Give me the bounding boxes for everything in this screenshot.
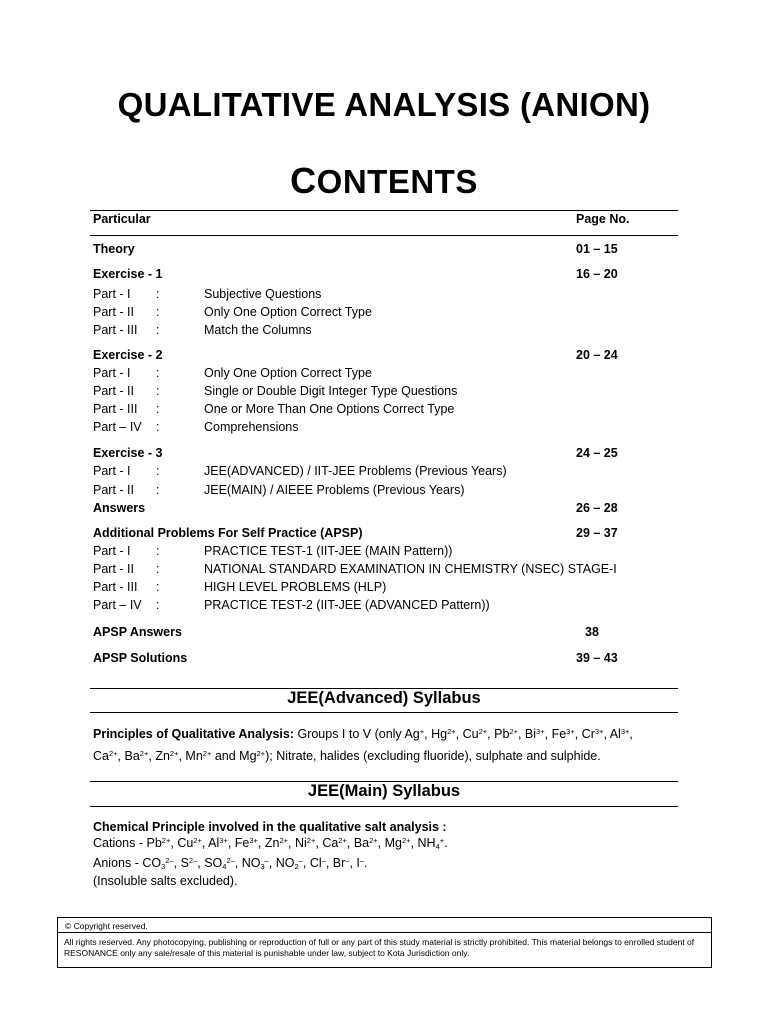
toc-row (93, 651, 678, 668)
toc-colon: : (156, 305, 160, 319)
ion-charge: – (359, 856, 365, 865)
toc-particular: APSP Solutions (93, 651, 188, 665)
ion-symbol: Pb (146, 836, 162, 850)
contents-initial: C (290, 160, 317, 201)
ion-symbol: Br (332, 856, 346, 870)
ion-charge: 3+ (536, 727, 545, 736)
ion-charge: 3+ (566, 727, 575, 736)
ion-charge: 2+ (478, 727, 488, 736)
ion-charge: – (298, 856, 303, 865)
ion-charge: 3+ (620, 727, 630, 736)
ion-symbol: Mn (185, 749, 203, 763)
toc-particular: Exercise - 3 (93, 446, 163, 460)
ion-symbol: Pb (494, 727, 510, 741)
toc-row (93, 446, 678, 463)
toc-particular: Exercise - 2 (93, 348, 163, 362)
toc-particular: Exercise - 1 (93, 267, 163, 281)
ion-charge: 2– (226, 856, 235, 865)
advanced-lead: Principles of Qualitative Analysis: (93, 727, 294, 741)
toc-row (93, 402, 678, 419)
toc-description: JEE(ADVANCED) / IIT-JEE Problems (Previous Years) (204, 464, 507, 478)
ion-charge: 3+ (249, 836, 258, 845)
toc-row (93, 464, 678, 481)
toc-particular: APSP Answers (93, 625, 182, 639)
ion-charge: 3+ (594, 727, 604, 736)
toc-particular: Part - I (93, 287, 131, 301)
ion-charge: – (345, 856, 350, 865)
footer-box (57, 917, 712, 968)
toc-row (93, 323, 678, 340)
toc-description: NATIONAL STANDARD EXAMINATION IN CHEMISTRY (NSEC) STAGE-I (204, 562, 617, 576)
ion-subscript: 4 (222, 862, 227, 871)
toc-particular: Answers (93, 501, 146, 515)
ion-charge: 2– (165, 856, 174, 865)
ion-subscript: 2 (294, 862, 299, 871)
toc-description: Only One Option Correct Type (204, 366, 372, 380)
toc-particular: Part - I (93, 544, 131, 558)
toc-description: HIGH LEVEL PROBLEMS (HLP) (204, 580, 387, 594)
cations-label: Cations - (93, 836, 147, 850)
advanced-text-start: Groups I to V (only Ag (294, 727, 420, 741)
ion-symbol: Zn (264, 836, 280, 850)
ion-symbol: Hg (431, 727, 448, 741)
ion-symbol: Cr (581, 727, 595, 741)
toc-row (93, 501, 678, 518)
toc-particular: Part - II (93, 562, 134, 576)
advanced-text-end: ); Nitrate, halides (excluding fluoride), sulphate and sulphide. (265, 749, 601, 763)
ion-symbol: Ni (294, 836, 307, 850)
ion-symbol: Ca (93, 749, 109, 763)
toc-page-number: 01 – 15 (576, 242, 618, 256)
contents-rest: ONTENTS (316, 163, 478, 200)
ion-symbol: SO (204, 856, 223, 870)
toc-description: One or More Than One Options Correct Type (204, 402, 455, 416)
advanced-syllabus-text: Principles of Qualitative Analysis: Groups I to V (only Ag+, $Hg^{2+}$, $Cu^{2+}$, $Pb^{2+}$, $Bi^{3+}$, $Fe^{3+}$, $Cr^{3+}$, $Al^{3+}$, $Ca^{2+}$, $Ba^{2+}$, $Zn^{2+}$, $Mn^{2+}$ and $Mg^{2+}$); Nitrate, halides (excluding fluoride), sulphate and sulphide. (93, 727, 633, 763)
toc-particular: Part - II (93, 384, 134, 398)
toc-row (93, 625, 678, 642)
toc-description: Comprehensions (204, 420, 299, 434)
toc-top-rule (90, 210, 678, 211)
toc-row (93, 562, 678, 579)
ion-charge: 2+ (161, 836, 171, 845)
ion-subscript: 3 (260, 862, 265, 871)
toc-colon: : (156, 598, 160, 612)
toc-particular: Part – IV (93, 598, 142, 612)
toc-page-number: 29 – 37 (576, 526, 618, 540)
ion-symbol: Zn (155, 749, 170, 763)
ion-charge: 2+ (306, 836, 316, 845)
ion-symbol: Fe (551, 727, 567, 741)
toc-description: Single or Double Digit Integer Type Questions (204, 384, 458, 398)
toc-colon: : (156, 384, 160, 398)
ion-charge: 2– (188, 856, 198, 865)
toc-page-number: 26 – 28 (576, 501, 618, 515)
ion-symbol: I (356, 856, 360, 870)
ion-charge: 3+ (219, 836, 228, 845)
toc-row (93, 598, 678, 615)
toc-row (93, 483, 678, 500)
ion-symbol: NO (241, 856, 261, 870)
toc-particular: Part – IV (93, 420, 142, 434)
ion-symbol: Bi (524, 727, 537, 741)
toc-description: PRACTICE TEST-2 (IIT-JEE (ADVANCED Pattern)) (204, 598, 490, 612)
ion-symbol: Mg (239, 749, 257, 763)
ion-charge: + (419, 727, 425, 736)
main-bottom-rule (90, 806, 678, 807)
ion-symbol: Ba (124, 749, 140, 763)
toc-row (93, 242, 678, 259)
toc-row (93, 305, 678, 322)
ion-symbol: Cu (462, 727, 479, 741)
toc-description: Subjective Questions (204, 287, 322, 301)
toc-colon: : (156, 483, 160, 497)
main-syllabus-heading: JEE(Main) Syllabus (307, 782, 461, 800)
toc-colon: : (156, 464, 160, 478)
ion-charge: – (321, 856, 326, 865)
contents-heading (0, 160, 768, 202)
ion-symbol: Mg (384, 836, 402, 850)
anions-label: Anions - (93, 856, 143, 870)
ion-charge: 2+ (108, 749, 118, 758)
toc-page-number: 38 (585, 625, 599, 639)
toc-header-page: Page No. (576, 212, 630, 226)
ion-subscript: 3 (161, 862, 166, 871)
ion-symbol: CO (142, 856, 162, 870)
toc-particular: Part - II (93, 305, 134, 319)
toc-header-rule (90, 235, 678, 236)
ion-charge: 2+ (202, 749, 212, 758)
toc-particular: Part - II (93, 483, 134, 497)
toc-colon: : (156, 287, 160, 301)
toc-header-particular: Particular (93, 212, 151, 226)
ion-symbol: Ba (353, 836, 370, 850)
toc-particular: Part - I (93, 464, 131, 478)
document-title: QUALITATIVE ANALYSIS (ANION) (117, 86, 651, 123)
ion-symbol: NH (417, 836, 436, 850)
ion-symbol: Al (609, 727, 621, 741)
ion-charge: 2+ (338, 836, 347, 845)
advanced-bottom-rule (90, 712, 678, 713)
ion-charge: 2+ (139, 749, 149, 758)
main-lead: Chemical Principle involved in the qualitative salt analysis : (93, 820, 447, 834)
ion-symbol: S (180, 856, 189, 870)
toc-colon: : (156, 580, 160, 594)
ion-charge: – (264, 856, 269, 865)
footer-copyright: © Copyright reserved. (58, 918, 711, 933)
toc-colon: : (156, 544, 160, 558)
ion-subscript: 4 (435, 842, 440, 851)
toc-row (93, 348, 678, 365)
ion-charge: 2+ (256, 749, 266, 758)
ion-charge: 2+ (193, 836, 202, 845)
ion-symbol: Al (208, 836, 220, 850)
ion-symbol: Fe (234, 836, 250, 850)
toc-row (93, 366, 678, 383)
ion-symbol: Cu (177, 836, 194, 850)
toc-particular: Additional Problems For Self Practice (APSP) (93, 526, 363, 540)
toc-particular: Part - I (93, 366, 131, 380)
toc-page-number: 39 – 43 (576, 651, 618, 665)
ion-charge: 2+ (509, 727, 518, 736)
toc-row (93, 544, 678, 561)
toc-colon: : (156, 402, 160, 416)
toc-description: Match the Columns (204, 323, 312, 337)
conjunction: and (211, 749, 240, 763)
ion-symbol: Cl (309, 856, 322, 870)
ion-charge: 2+ (169, 749, 179, 758)
ion-symbol: NO (275, 856, 295, 870)
main-syllabus-text: Chemical Principle involved in the qualitative salt analysis : Cations - $Pb^{2+}$, $Cu^{2+}$, $Al^{3+}$, $Fe^{3+}$, $Zn^{2+}$, $Ni^{2+}$, $Ca^{2+}$, $Ba^{2+}$, $Mg^{2+}$, $NH_4^+$. Anions - $CO_3^{2-}$, $S^{2-}$, $SO_4^{2-}$, $NO_3^-$, $NO_2^-$, Cl–, Br–, I–. (Insoluble salts excluded). (93, 820, 448, 888)
toc-colon: : (156, 562, 160, 576)
toc-colon: : (156, 366, 160, 380)
toc-particular: Theory (93, 242, 135, 256)
toc-row (93, 384, 678, 401)
footer-rights: All rights reserved. Any photocopying, publishing or reproduction of full or any part of this study material is strictly prohibited. This material belongs to enrolled student of RESONANCE only any sale/resale of this material is punishable under law, subject to Kota Jurisdiction only. (64, 937, 695, 958)
toc-colon: : (156, 323, 160, 337)
toc-particular: Part - III (93, 402, 138, 416)
toc-page-number: 20 – 24 (576, 348, 618, 362)
ion-charge: 2+ (279, 836, 289, 845)
toc-row (93, 580, 678, 597)
ion-symbol: Ca (322, 836, 339, 850)
toc-row (93, 267, 678, 284)
toc-colon: : (156, 420, 160, 434)
main-note: (Insoluble salts excluded). (93, 874, 238, 888)
toc-particular: Part - III (93, 580, 138, 594)
advanced-syllabus-heading: JEE(Advanced) Syllabus (287, 689, 481, 707)
toc-description: JEE(MAIN) / AIEEE Problems (Previous Years) (204, 483, 465, 497)
ion-charge: 2+ (447, 727, 456, 736)
toc-row (93, 526, 678, 543)
toc-row (93, 420, 678, 437)
toc-page-number: 16 – 20 (576, 267, 618, 281)
toc-page-number: 24 – 25 (576, 446, 618, 460)
toc-description: Only One Option Correct Type (204, 305, 372, 319)
toc-description: PRACTICE TEST-1 (IIT-JEE (MAIN Pattern)) (204, 544, 453, 558)
ion-charge: 2+ (402, 836, 411, 845)
ion-charge: 2+ (369, 836, 378, 845)
ion-charge: + (439, 836, 445, 845)
toc-row (93, 287, 678, 304)
toc-particular: Part - III (93, 323, 138, 337)
